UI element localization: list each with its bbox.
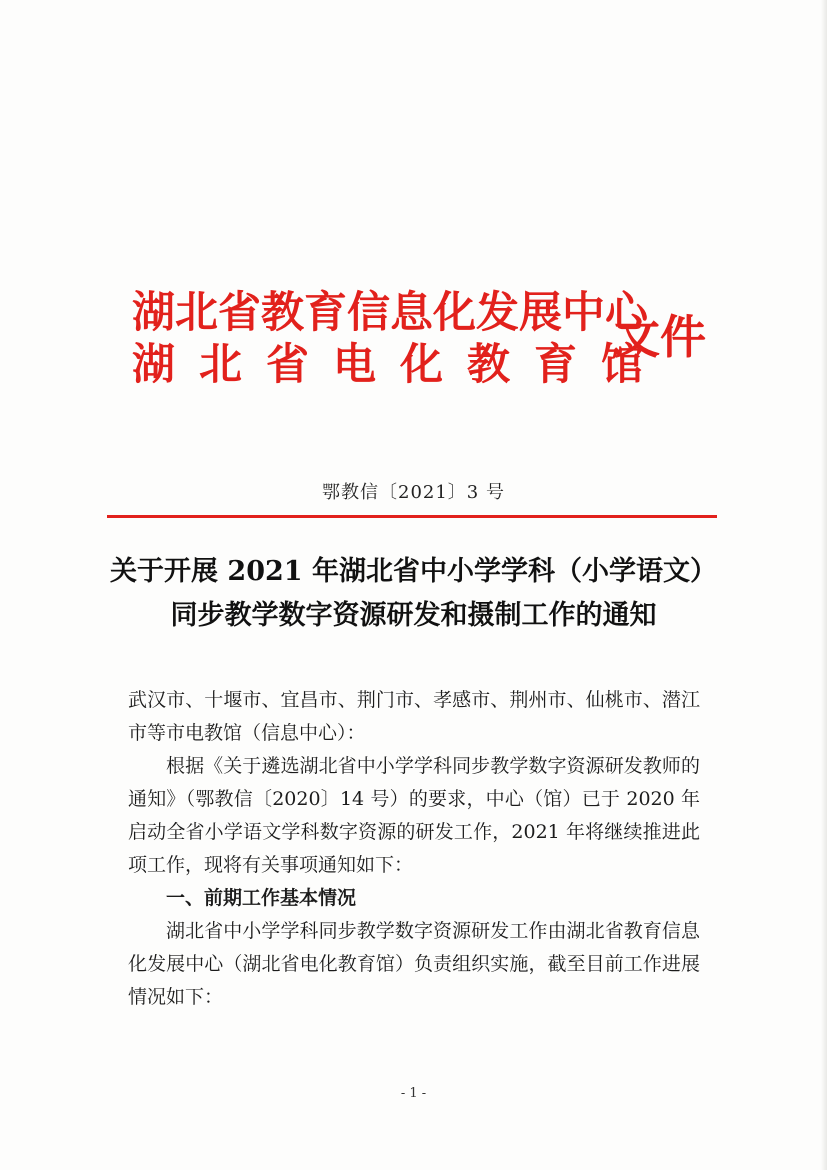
body-paragraph-1: 根据《关于遴选湖北省中小学学科同步教学数字资源研发教师的通知》（鄂教信〔2020〕14 号）的要求，中心（馆）已于 2020 年启动全省小学语文学科数字资源的研发工作，2021 年将继续推进此项工作，现将有关事项通知如下： [128, 755, 700, 876]
document-number: 鄂教信〔2021〕3 号 [322, 482, 505, 503]
letterhead-org-line-1: 湖北省教育信息化发展中心 [132, 288, 648, 338]
red-divider-line [107, 515, 717, 518]
letterhead [132, 282, 712, 392]
recipients-paragraph: 武汉市、十堰市、宜昌市、荆门市、孝感市、荆州市、仙桃市、潜江市等市电教馆（信息中心）： [128, 689, 700, 744]
document-body [128, 684, 700, 1014]
document-title-line-1: 关于开展 2021 年湖北省中小学学科（小学语文） [110, 556, 717, 587]
body-paragraph-2: 湖北省中小学学科同步教学数字资源研发工作由湖北省教育信息化发展中心（湖北省电化教育馆）负责组织实施，截至目前工作进展情况如下： [128, 920, 700, 1008]
scan-edge-shadow [821, 0, 827, 1170]
document-title-line-2: 同步教学数字资源研发和摄制工作的通知 [170, 600, 657, 631]
page-number: - 1 - [400, 1086, 427, 1101]
document-title [110, 550, 717, 638]
letterhead-suffix: 文件 [614, 310, 706, 364]
letterhead-org-line-2: 湖北省电化教育馆 [132, 340, 668, 390]
section-heading-1: 一、前期工作基本情况 [166, 887, 357, 909]
